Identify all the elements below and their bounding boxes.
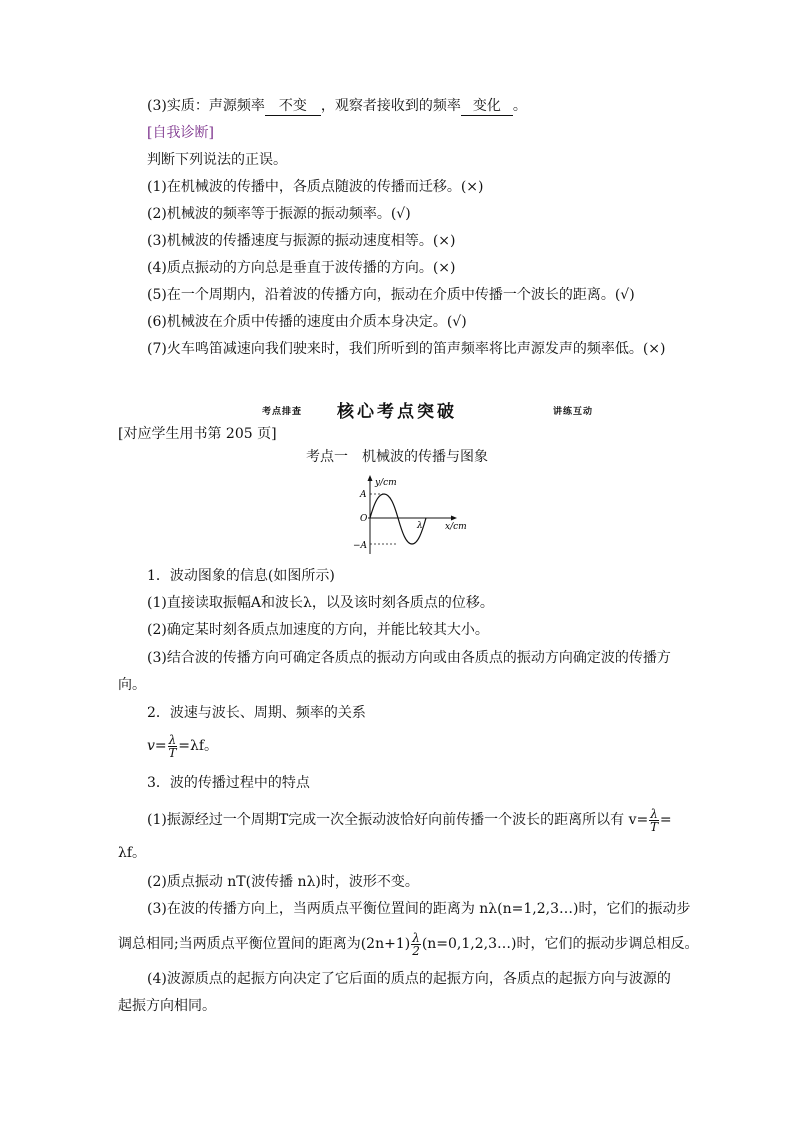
- p3-heading: 3．波的传播过程中的特点: [147, 775, 310, 791]
- p3-item-1-denominator: T: [650, 819, 659, 834]
- formula-v: v: [147, 738, 155, 754]
- self-check-item-4: (4)质点振动的方向总是垂直于波传播的方向。(×): [147, 260, 456, 276]
- p3-item-1-text: (1)振源经过一个周期T完成一次全振动波恰好向前传播一个波长的距离所以有 v=: [147, 812, 649, 828]
- section-title: 核心考点突破: [337, 402, 457, 422]
- formula-fraction: [168, 734, 178, 759]
- essence-mid: ，观察者接收到的频率: [320, 98, 461, 114]
- formula-denominator: T: [168, 745, 177, 760]
- p3-item-3-post: (n=0,1,2,3…)时，它们的振动步调总相反。: [421, 936, 699, 952]
- p1-item-3-line-1: (3)结合波的传播方向可确定各质点的振动方向或由各质点的振动方向确定波的传播方: [147, 650, 671, 666]
- essence-prefix: (3)实质：声源频率: [147, 98, 265, 114]
- self-check-tag: [自我诊断]: [147, 125, 214, 141]
- y-axis-arrow: [368, 475, 373, 481]
- amplitude-label: A: [360, 490, 367, 500]
- p3-item-1-fraction: [649, 808, 659, 833]
- p3-item-3-line-1: (3)在波的传播方向上，当两质点平衡位置间的距离为 nλ(n=1,2,3…)时，它们的振动步: [147, 901, 691, 917]
- p3-item-1-line-2: λf。: [118, 845, 147, 861]
- wavelength-label: λ: [417, 521, 423, 531]
- y-axis-label: y/cm: [375, 478, 397, 488]
- p1-item-3-line-2: 向。: [118, 677, 146, 693]
- section-left-label: 考点排查: [262, 407, 303, 417]
- formula-numerator: λ: [168, 732, 177, 747]
- essence-suffix: 。: [512, 98, 527, 114]
- essence-line: [147, 96, 527, 116]
- x-axis-label: x/cm: [445, 522, 467, 532]
- self-check-item-5: (5)在一个周期内，沿着波的传播方向，振动在介质中传播一个波长的距离。(√): [147, 287, 635, 303]
- p1-item-1: (1)直接读取振幅A和波长λ，以及该时刻各质点的位移。: [147, 595, 494, 611]
- origin-label: O: [360, 514, 368, 524]
- wave-curve: [370, 494, 426, 544]
- neg-amplitude-label: −A: [353, 541, 368, 551]
- section-right-label: 讲练互动: [553, 407, 594, 417]
- self-check-item-2: (2)机械波的频率等于振源的振动频率。(√): [147, 206, 411, 222]
- self-check-item-6: (6)机械波在介质中传播的速度由介质本身决定。(√): [147, 314, 467, 330]
- self-check-item-3: (3)机械波的传播速度与振源的振动速度相等。(×): [147, 233, 456, 249]
- p3-item-2: (2)质点振动 nT(波传播 nλ)时，波形不变。: [147, 874, 419, 890]
- p3-item-4-line-1: (4)波源质点的起振方向决定了它后面的质点的起振方向，各质点的起振方向与波源的: [147, 971, 671, 987]
- formula-tail: =λf。: [178, 738, 219, 754]
- essence-blank-observed-frequency: 变化: [461, 97, 513, 116]
- p3-item-3-denominator: 2: [412, 943, 420, 958]
- p1-heading: 1．波动图象的信息(如图所示): [147, 568, 335, 584]
- self-check-item-7: (7)火车鸣笛减速向我们驶来时，我们所听到的笛声频率将比声源发声的频率低。(×): [147, 341, 666, 357]
- wave-graph: [350, 474, 480, 556]
- self-check-intro: 判断下列说法的正误。: [147, 152, 287, 168]
- p3-item-3-fraction: [411, 932, 421, 957]
- p3-item-3-pre: 调总相同;当两质点平衡位置间的距离为(2n+1): [118, 936, 411, 952]
- x-axis-arrow: [451, 516, 457, 521]
- p3-item-1-line-1: [147, 802, 672, 838]
- section-page-ref: [对应学生用书第 205 页]: [118, 426, 277, 442]
- p2-formula: [147, 728, 218, 764]
- formula-eq: =: [154, 738, 167, 754]
- p3-item-1-tail: =: [659, 812, 672, 828]
- self-check-item-1: (1)在机械波的传播中，各质点随波的传播而迁移。(×): [147, 179, 484, 195]
- essence-blank-source-frequency: 不变: [265, 97, 321, 116]
- p3-item-1-numerator: λ: [650, 806, 658, 821]
- p1-item-2: (2)确定某时刻各质点加速度的方向，并能比较其大小。: [147, 622, 489, 638]
- p3-item-3-line-2: [118, 926, 698, 962]
- p3-item-3-numerator: λ: [412, 930, 420, 945]
- p3-item-4-line-2: 起振方向相同。: [118, 998, 216, 1014]
- p2-heading: 2．波速与波长、周期、频率的关系: [147, 705, 366, 721]
- topic-heading: 考点一 机械波的传播与图象: [306, 449, 488, 465]
